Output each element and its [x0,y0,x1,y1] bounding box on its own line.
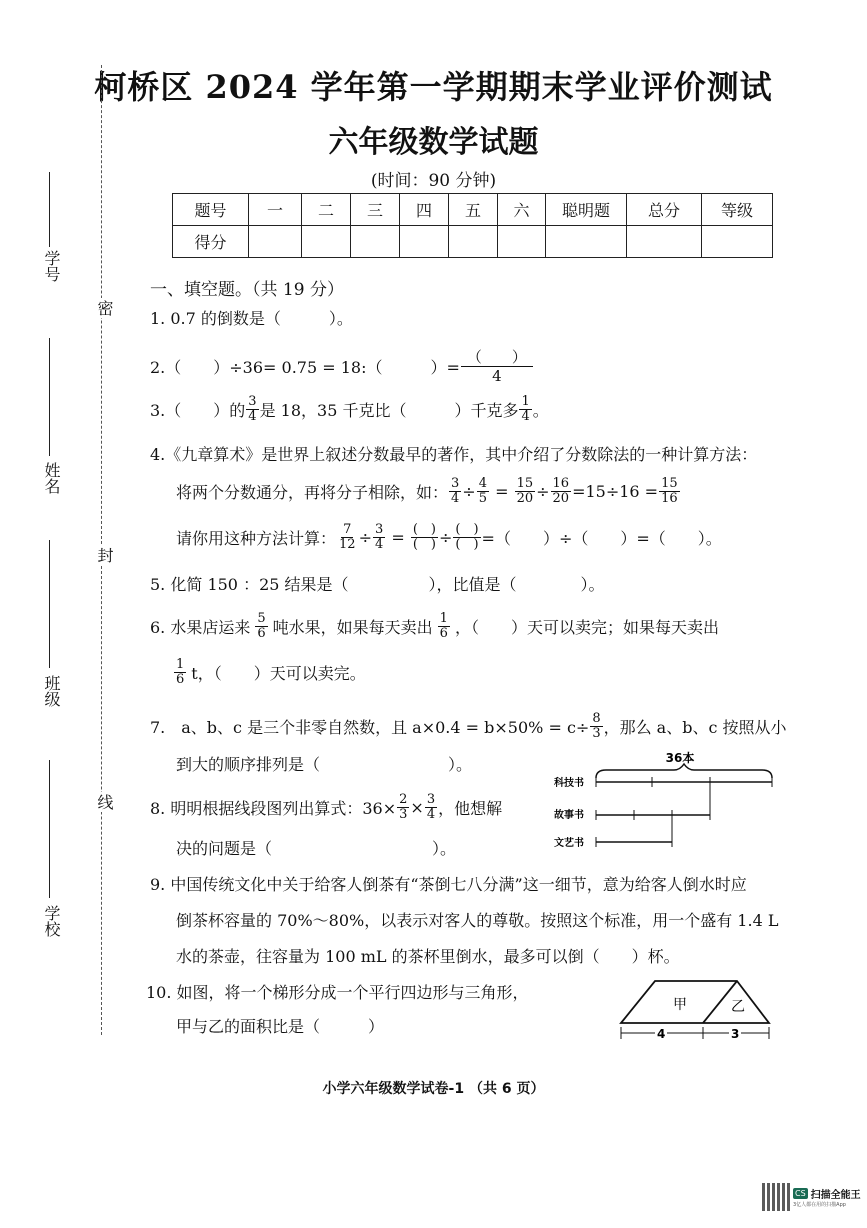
q4-calc-an: 7 [343,522,352,537]
question-7-line2: 到大的顺序排列是（ ）。 [176,755,473,774]
q7-num: 8 [592,711,601,726]
score-cell-blank[interactable] [449,226,498,258]
score-cell-header: 总分 [627,194,702,226]
q3-num1: 3 [248,394,257,409]
q8-num2: 3 [426,792,436,807]
q8-line-segment-diagram [550,748,780,856]
q6-text-d: t，（ ）天可以卖完。 [191,664,366,683]
q4-div-sign: ÷ [438,528,453,547]
q4-ex-bd: 5 [478,491,487,506]
cs-logo-icon: CS [795,1189,806,1198]
trapezoid-outline [621,981,769,1023]
score-cell-header: 六 [498,194,546,226]
score-cell-blank[interactable] [546,226,627,258]
q4-line3: 请你用这种方法计算： [176,529,337,548]
q4-calc-blank-n[interactable]: ( ) [455,522,479,537]
q3-num2: 1 [521,394,530,409]
question-6-line1 [150,612,719,641]
q3-text-c: 。 [532,401,549,420]
q4-calc-blank-d[interactable]: ( ) [455,537,479,552]
q6-den1: 6 [257,626,266,641]
question-7-line1 [150,712,787,741]
question-9-line3: 水的茶壶，往容量为 100 mL 的茶杯里倒水，最多可以倒（ ）杯。 [176,947,680,966]
q6-fraction-2 [438,612,450,641]
q4-ex-cn: 15 [516,476,534,491]
q4-ex-an: 3 [451,476,460,491]
q2-denominator: 4 [492,367,502,385]
name-line[interactable] [49,338,50,456]
score-table-score-row [173,226,773,258]
dimension-label-3: 3 [731,1027,740,1041]
score-cell-blank[interactable] [498,226,546,258]
q4-calc-frac-a [337,523,358,552]
q2-numerator[interactable]: （ ） [461,348,533,367]
q4-ex-ed: 20 [552,491,570,506]
q4-calc-ad: 12 [339,537,356,552]
question-5: 5. 化简 150 ：25 结果是（ ），比值是（ ）。 [150,575,605,594]
q4-calc-frac-b [373,523,385,552]
q4-ex-ad: 4 [451,491,460,506]
dimension-label-4: 4 [657,1027,666,1041]
score-row-label: 得分 [173,226,249,258]
scanner-label: 扫描全能王 [810,1190,861,1201]
diagram-total-label: 36本 [665,751,695,765]
question-10-line1: 10. 如图，将一个梯形分成一个平行四边形与三角形， [146,983,529,1002]
question-4-example [176,477,681,506]
score-cell-header: 聪明题 [546,194,627,226]
seal-char-xian: 线 [95,794,114,810]
q6-fraction-3 [174,658,186,687]
score-cell-header: 五 [449,194,498,226]
score-cell-blank[interactable] [400,226,449,258]
score-cell-header: 等级 [702,194,773,226]
score-cell-blank[interactable] [702,226,773,258]
q4-calc-blank-n[interactable]: ( ) [412,522,436,537]
score-cell-header: 题号 [173,194,249,226]
q4-ex-frac-r [659,477,680,506]
q8-text-a: 8. 明明根据线段图列出算式：36× [150,799,397,818]
q3-fraction-2 [519,395,531,424]
diagram-row-label-3: 文艺书 [554,838,584,849]
score-table [172,193,773,258]
q8-fraction-2 [425,793,437,822]
q2-text: 2.（ ）÷36= 0.75 = 18:（ ）= [150,358,460,377]
q3-den1: 4 [248,409,257,424]
q4-ex-rn: 15 [661,476,678,491]
q6-text-a: 6. 水果店运来 [150,618,251,637]
q4-div-sign: ÷ [462,482,476,501]
scanner-sub: 3亿人都在用的扫描App [793,1202,846,1208]
exam-subtitle: 六年级数学试题 [328,125,539,160]
q4-ex-en: 16 [552,476,570,491]
q6-den3: 6 [176,672,185,687]
question-9-line2: 倒茶杯容量的 70%～80%，以表示对客人的尊敬。按照这个标准，用一个盛有 1.4 L [176,911,779,930]
class-label: 班级 [42,675,61,707]
q4-calc-blank-frac-1[interactable] [411,523,438,552]
diagram-row-label-2: 故事书 [554,810,584,821]
q4-eq-sign: = [386,528,410,547]
question-4-calc [176,523,722,552]
q4-eq-sign: = [489,482,514,501]
diagram-row-label-1: 科技书 [554,778,584,789]
q4-ex-bn: 4 [478,476,487,491]
q8-den2: 4 [426,807,436,822]
q3-text-a: 3.（ ）的 [150,401,246,420]
question-6-line2 [173,658,366,687]
seal-char-feng: 封 [95,547,114,563]
question-8-line2: 决的问题是（ ）。 [176,839,457,858]
q3-text-b: 是 18，35 千克比（ ）千克多 [259,401,519,420]
q4-ex-cd: 20 [516,491,534,506]
section-title: 一、填空题。（共 19 分） [150,280,344,300]
school-line[interactable] [49,760,50,898]
page-footer: 小学六年级数学试卷-1 （共 6 页） [322,1081,545,1097]
question-1: 1. 0.7 的倒数是（ ）。 [150,309,353,328]
student-id-label: 学号 [42,250,61,282]
q4-div-sign: ÷ [536,482,550,501]
question-2 [150,348,534,385]
diagram-brace [596,764,772,778]
exam-title: 柯桥区 2024 学年第一学期期末学业评价测试 [94,68,773,106]
q6-num2: 1 [439,611,448,626]
scanner-badge [793,1186,861,1201]
q6-text-c: ，（ ）天可以卖完；如果每天卖出 [454,618,719,637]
q10-trapezoid-diagram [615,975,775,1047]
q4-div-sign: ÷ [358,528,372,547]
class-line[interactable] [49,540,50,668]
q4-calc-bd: 4 [374,537,384,552]
q8-num1: 2 [399,792,408,807]
score-cell-blank[interactable] [627,226,702,258]
score-cell-header: 四 [400,194,449,226]
q8-den1: 3 [399,807,408,822]
q6-num3: 1 [176,657,185,672]
region-jia-label: 甲 [673,997,687,1013]
q7-text-a: 7. a、b、c 是三个非零自然数，且 a×0.4 = b×50% = c÷ [150,718,590,737]
q8-fraction-1 [397,793,409,822]
region-yi-label: 乙 [731,999,745,1015]
question-4-line1: 4.《九章算术》是世界上叙述分数最早的著作，其中介绍了分数除法的一种计算方法： [150,445,758,464]
q7-den: 3 [592,726,601,741]
q6-num1: 5 [257,611,266,626]
q4-line2: 将两个分数通分，再将分子相除，如： [176,483,449,502]
q6-text-b: 吨水果，如果每天卖出 [272,618,433,637]
q6-den2: 6 [439,626,448,641]
score-cell-header: 二 [302,194,351,226]
q8-times: × [410,798,424,817]
q7-text-b: ，那么 a、b、c 按照从小 [603,718,787,737]
question-3 [150,395,549,424]
q4-ex-mid: =15÷16 = [572,482,659,501]
seal-char-mi: 密 [95,300,114,316]
student-id-line[interactable] [49,172,50,247]
q4-calc-blank-frac-2[interactable] [453,523,480,552]
q6-fraction-1 [255,612,267,641]
q4-ex-frac-c [515,477,536,506]
exam-time: (时间：90 分钟) [370,171,497,191]
q7-fraction [590,712,602,741]
question-10-line2: 甲与乙的面积比是（ ） [176,1017,385,1036]
q4-ex-frac-e [551,477,572,506]
name-label: 姓名 [42,462,61,494]
q4-calc-blank-d[interactable]: ( ) [412,537,436,552]
score-cell-blank[interactable] [351,226,400,258]
score-cell-blank[interactable] [249,226,302,258]
q8-text-b: ，他想解 [438,799,503,818]
q4-ex-frac-b [477,477,489,506]
question-8-line1 [150,793,502,822]
q4-ex-rd: 16 [661,491,678,506]
q4-calc-bn: 3 [374,522,384,537]
q4-ex-frac-a [449,477,461,506]
q4-calc-tail: =（ ）÷（ ）=（ ）。 [481,529,722,548]
school-label: 学校 [42,905,61,937]
question-9-line1: 9. 中国传统文化中关于给客人倒茶有“茶倒七八分满”这一细节，意为给客人倒水时应 [150,875,747,894]
score-cell-header: 一 [249,194,302,226]
score-cell-blank[interactable] [302,226,351,258]
q3-den2: 4 [521,409,530,424]
score-cell-header: 三 [351,194,400,226]
q3-fraction-1 [246,395,258,424]
qr-code-icon [762,1183,790,1211]
score-table-header-row [173,194,773,226]
q2-fraction [461,348,533,385]
